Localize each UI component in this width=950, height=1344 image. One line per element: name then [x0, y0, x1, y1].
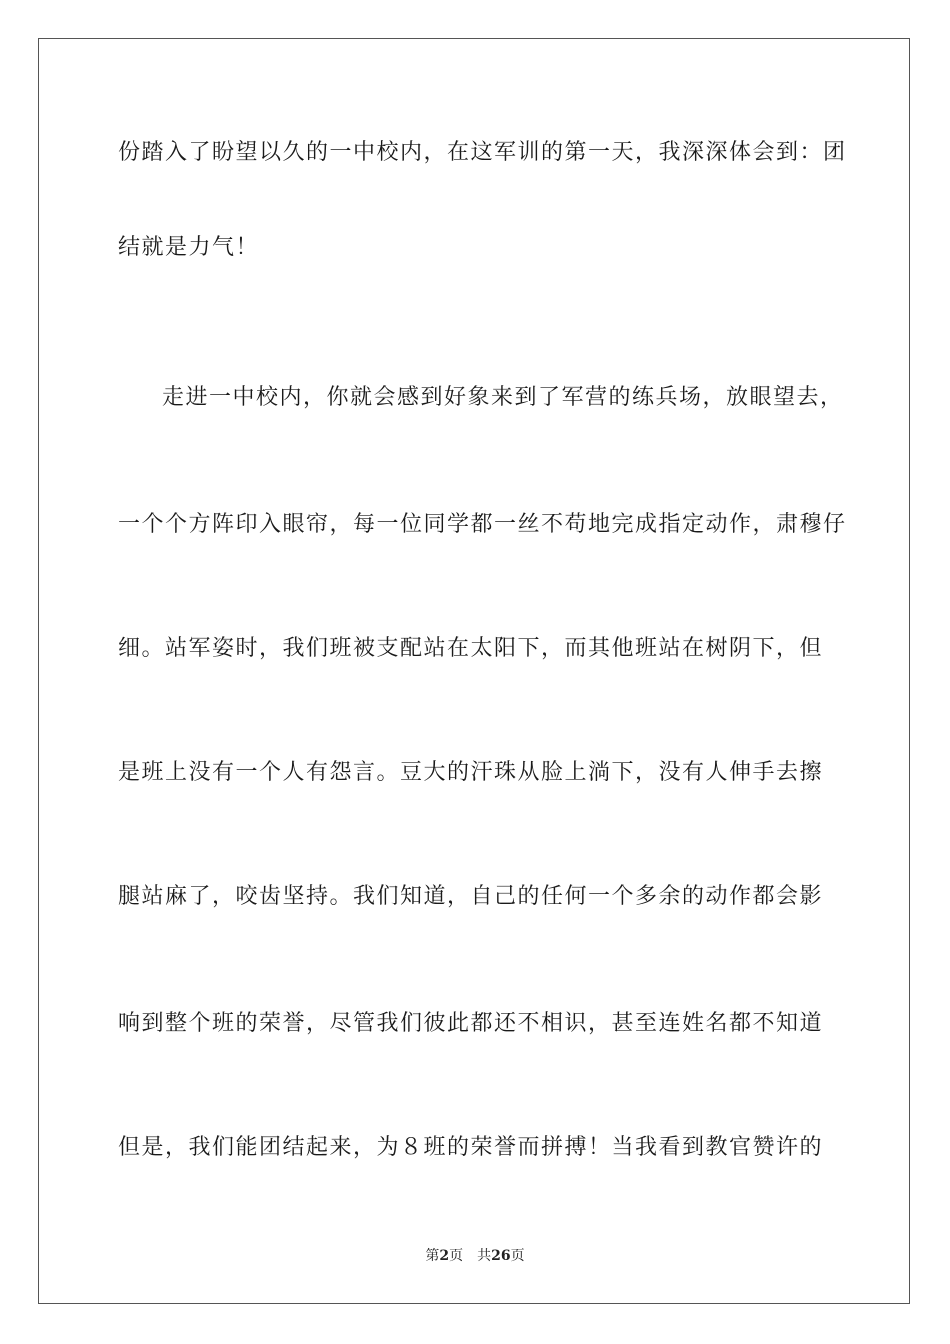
footer-total-suffix: 页	[510, 1248, 525, 1264]
paragraph-line-8: 响到整个班的荣誉，尽管我们彼此都还不相识，甚至连姓名都不知道	[118, 1011, 824, 1036]
page-footer	[0, 1246, 950, 1266]
paragraph-line-9: 但是，我们能团结起来，为８班的荣誉而拼搏！当我看到教官赞许的	[118, 1135, 824, 1160]
footer-total-pages: 26	[491, 1248, 511, 1264]
paragraph-line-7: 腿站麻了，咬齿坚持。我们知道，自己的任何一个多余的动作都会影	[118, 884, 824, 909]
paragraph-line-3: 走进一中校内，你就会感到好象来到了军营的练兵场，放眼望去，	[162, 385, 844, 410]
footer-page-suffix: 页	[449, 1248, 464, 1264]
paragraph-line-1: 份踏入了盼望以久的一中校内，在这军训的第一天，我深深体会到：团	[118, 140, 847, 165]
paragraph-line-4: 一个个方阵印入眼帘，每一位同学都一丝不苟地完成指定动作，肃穆仔	[118, 512, 847, 537]
footer-page-prefix: 第	[425, 1248, 440, 1264]
page-border	[38, 38, 910, 1304]
paragraph-line-6: 是班上没有一个人有怨言。豆大的汗珠从脸上淌下，没有人伸手去擦	[118, 760, 824, 785]
paragraph-line-2: 结就是力气！	[118, 235, 260, 260]
paragraph-line-5: 细。站军姿时，我们班被支配站在太阳下，而其他班站在树阴下，但	[118, 636, 824, 661]
footer-page-number: 2	[439, 1248, 450, 1264]
footer-total-prefix: 共	[477, 1248, 492, 1264]
